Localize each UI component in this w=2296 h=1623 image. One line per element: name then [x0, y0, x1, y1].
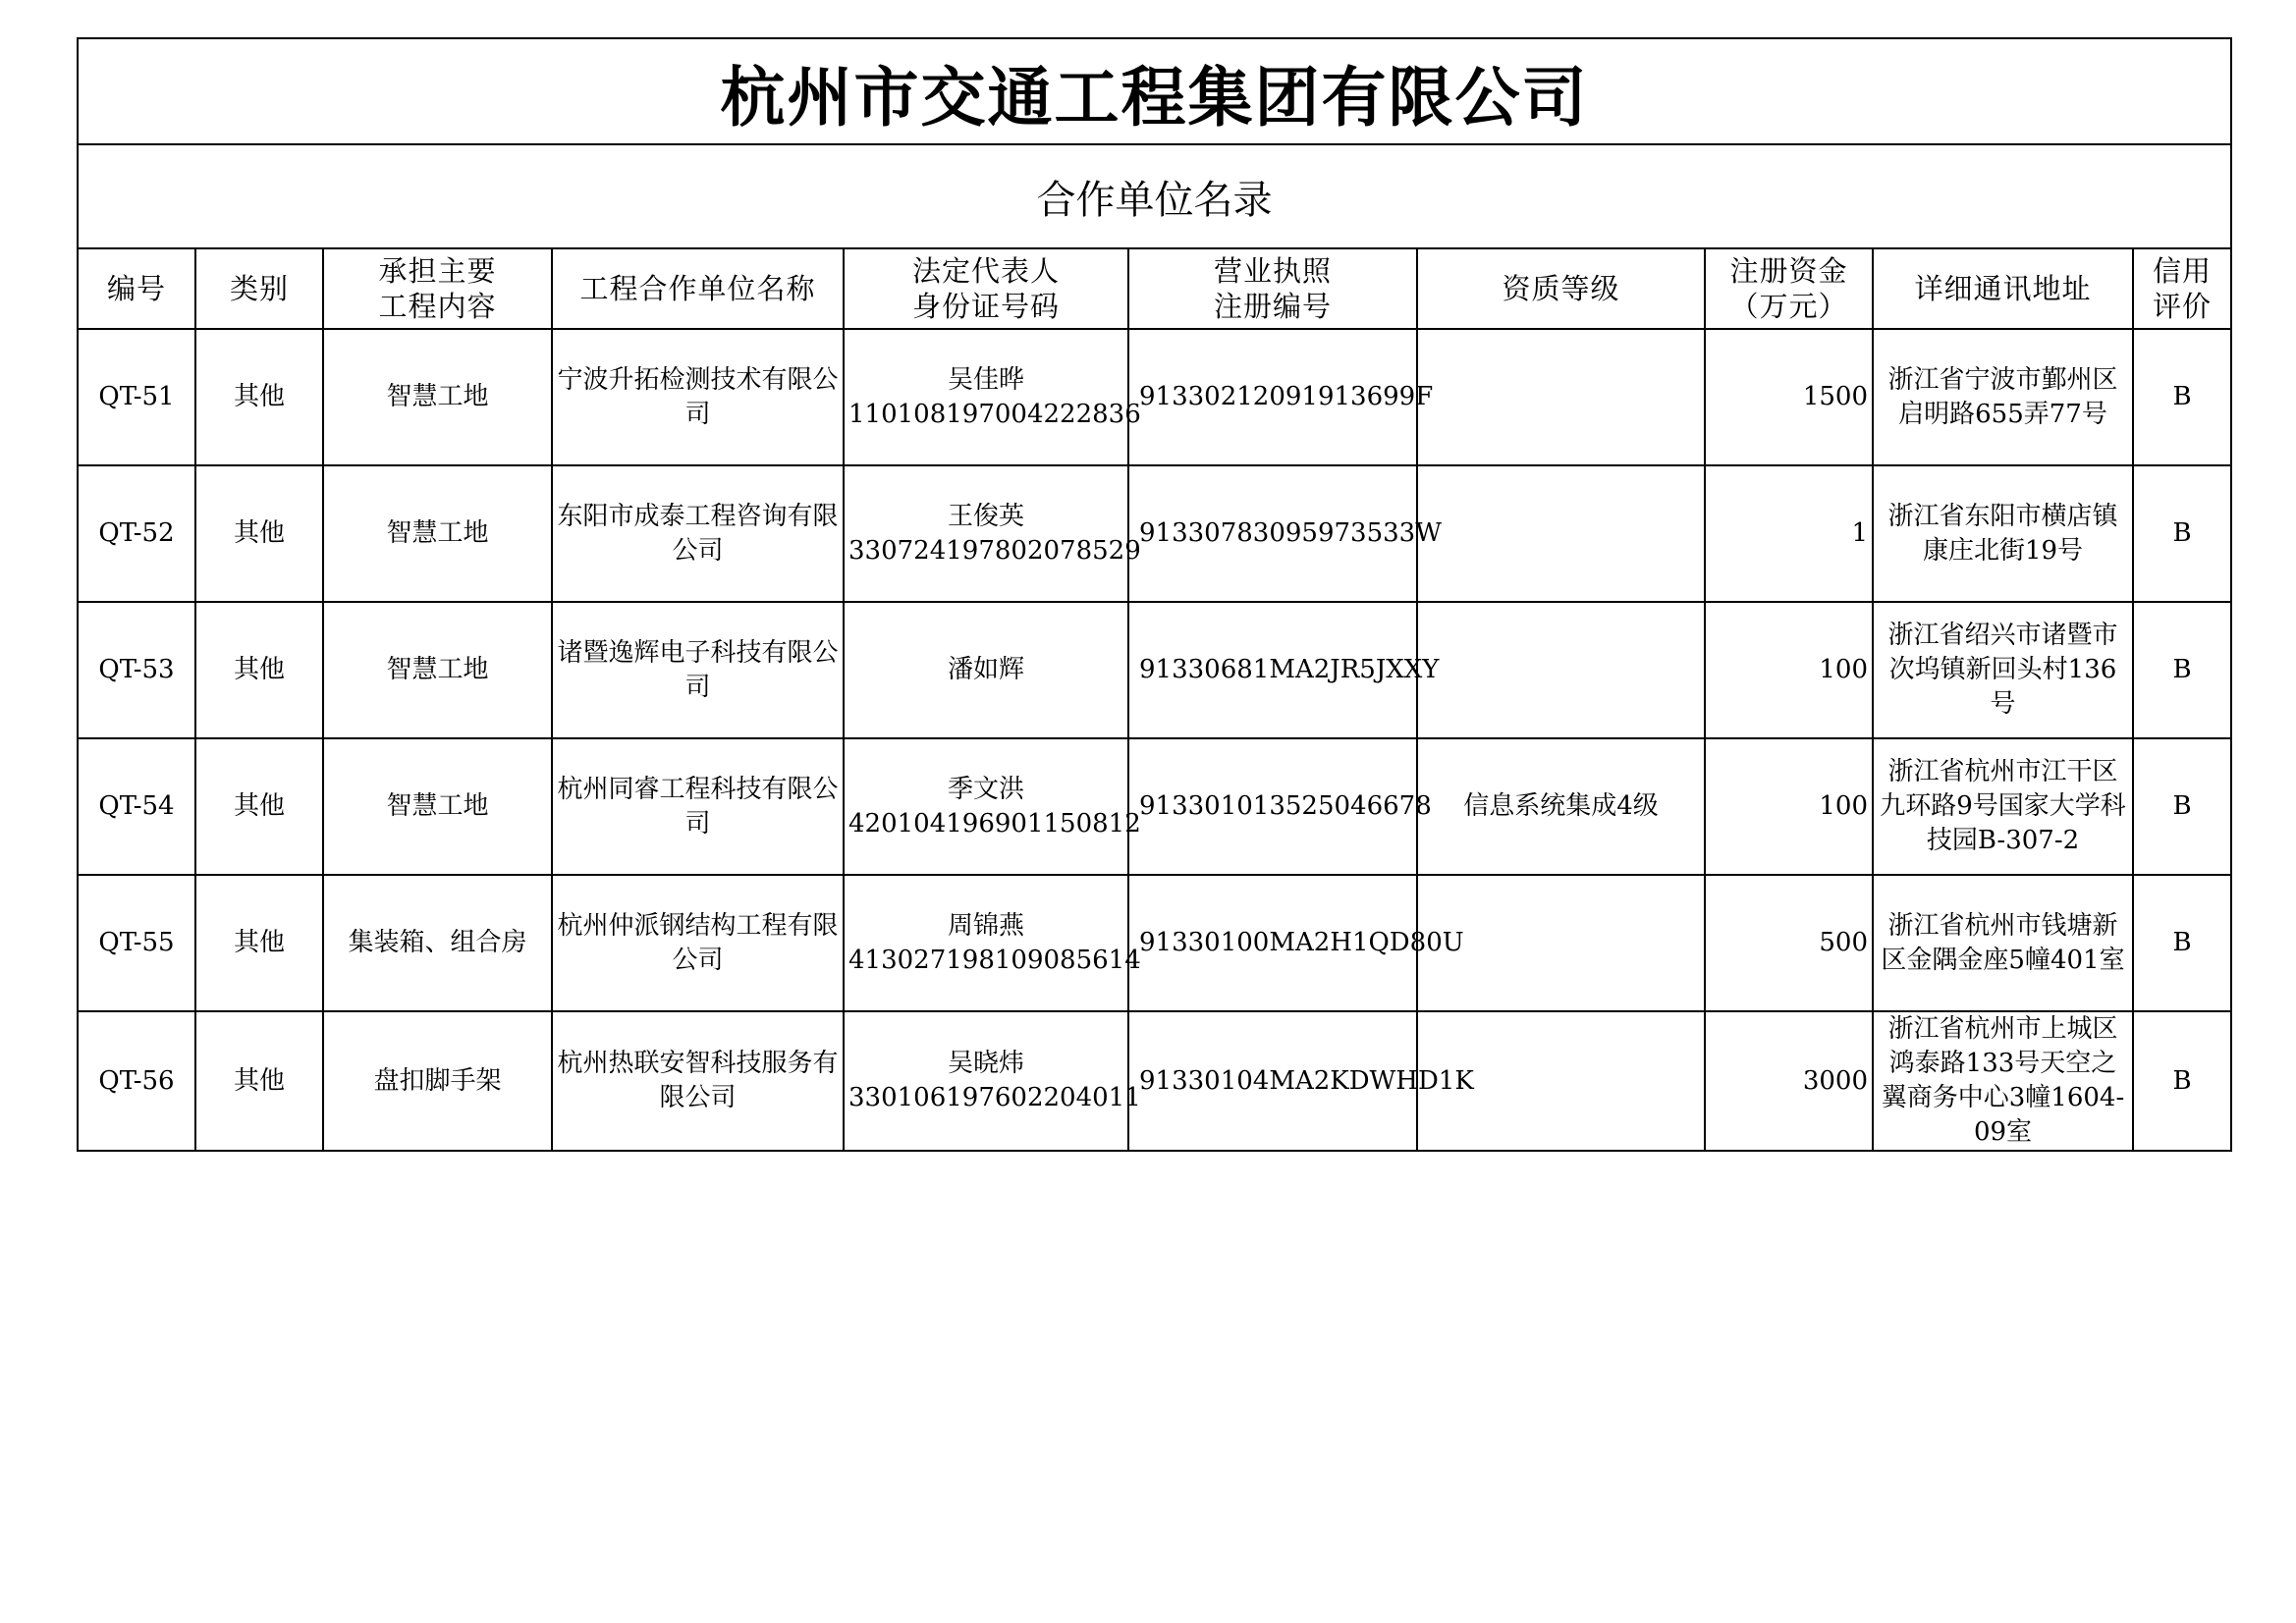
representative-name: 王俊英 [947, 501, 1024, 531]
cell-capital: 1500 [1705, 329, 1873, 465]
cell-scope: 集装箱、组合房 [323, 875, 552, 1011]
cell-address: 浙江省宁波市鄞州区启明路655弄77号 [1873, 329, 2133, 465]
cell-qualification: 信息系统集成4级 [1417, 738, 1705, 875]
cell-qualification [1417, 602, 1705, 738]
cell-company-name: 诸暨逸辉电子科技有限公司 [552, 602, 844, 738]
column-header-line: 身份证号码 [911, 290, 1060, 323]
cell-category: 其他 [195, 465, 323, 602]
cell-id: QT-55 [79, 875, 195, 1011]
cell-company-name: 杭州同睿工程科技有限公司 [552, 738, 844, 875]
cell-capital: 1 [1705, 465, 1873, 602]
cell-id: QT-53 [79, 602, 195, 738]
cell-category: 其他 [195, 875, 323, 1011]
column-header-line: 法定代表人 [911, 254, 1060, 288]
representative-name: 吴佳晔 [947, 364, 1024, 395]
table-row [79, 602, 2230, 738]
cell-representative [844, 465, 1141, 602]
column-header-line: 工程内容 [378, 290, 497, 323]
column-header-name [552, 249, 844, 329]
column-header-capital [1705, 249, 1873, 329]
column-header-line: 资质等级 [1502, 272, 1620, 305]
column-header-line: 详细通讯地址 [1914, 272, 2092, 305]
cell-category: 其他 [195, 329, 323, 465]
cell-company-name: 宁波升拓检测技术有限公司 [552, 329, 844, 465]
column-header-line: 承担主要 [378, 254, 497, 288]
representative-name: 季文洪 [947, 774, 1024, 804]
column-header-rating [2133, 249, 2230, 329]
cell-representative [844, 875, 1141, 1011]
cell-representative [844, 602, 1128, 738]
cell-license: 91330783095973533W [1128, 465, 1417, 602]
cell-scope: 智慧工地 [323, 465, 552, 602]
cell-license: 913301013525046678 [1128, 738, 1417, 875]
cell-qualification [1417, 465, 1705, 602]
cell-category: 其他 [195, 1011, 323, 1150]
column-header-line: 工程合作单位名称 [579, 272, 816, 305]
cell-rating: B [2133, 329, 2230, 465]
representative-name: 潘如辉 [947, 655, 1024, 684]
representative-id-number: 413027198109085614 [848, 945, 1141, 975]
table-row [79, 1011, 2230, 1150]
cell-company-name: 东阳市成泰工程咨询有限公司 [552, 465, 844, 602]
column-header-qualification [1417, 249, 1705, 329]
column-header-line: 营业执照 [1213, 254, 1332, 288]
cell-address: 浙江省杭州市钱塘新区金隅金座5幢401室 [1873, 875, 2133, 1011]
cell-license: 91330100MA2H1QD80U [1128, 875, 1417, 1011]
cell-id: QT-56 [79, 1011, 195, 1150]
table-row [79, 465, 2230, 602]
cell-company-name: 杭州热联安智科技服务有限公司 [552, 1011, 844, 1150]
column-header-address [1873, 249, 2133, 329]
column-header-line: 编号 [106, 272, 166, 305]
document-subtitle: 合作单位名录 [79, 145, 2230, 249]
column-header-line: 信用 [2152, 254, 2212, 288]
cell-address: 浙江省绍兴市诸暨市次坞镇新回头村136号 [1873, 602, 2133, 738]
cell-capital: 3000 [1705, 1011, 1873, 1150]
cell-rating: B [2133, 602, 2230, 738]
column-header-license [1128, 249, 1417, 329]
table-row [79, 738, 2230, 875]
column-header-category [195, 249, 323, 329]
column-header-representative [844, 249, 1128, 329]
cell-capital: 100 [1705, 602, 1873, 738]
cell-category: 其他 [195, 602, 323, 738]
header-row [79, 249, 2230, 329]
column-header-line: 注册资金 [1729, 254, 1848, 288]
cell-representative [844, 329, 1141, 465]
cell-address: 浙江省杭州市上城区鸿泰路133号天空之翼商务中心3幢1604-09室 [1873, 1011, 2133, 1150]
table-row [79, 875, 2230, 1011]
cell-rating: B [2133, 465, 2230, 602]
representative-id-number: 110108197004222836 [848, 399, 1141, 429]
cell-scope: 智慧工地 [323, 329, 552, 465]
cell-rating: B [2133, 875, 2230, 1011]
cell-representative [844, 738, 1141, 875]
column-header-line: 评价 [2152, 290, 2212, 323]
column-header-scope [323, 249, 552, 329]
table-row [79, 329, 2230, 465]
column-header-line: 类别 [229, 272, 289, 305]
partner-table [79, 249, 2230, 1150]
cell-scope: 智慧工地 [323, 602, 552, 738]
cell-representative [844, 1011, 1141, 1150]
company-title: 杭州市交通工程集团有限公司 [79, 39, 2230, 145]
cell-scope: 盘扣脚手架 [323, 1011, 552, 1150]
cell-capital: 500 [1705, 875, 1873, 1011]
representative-id-number: 330724197802078529 [848, 535, 1141, 566]
cell-license: 91330212091913699F [1128, 329, 1417, 465]
column-header-line: （万元） [1729, 290, 1848, 323]
cell-rating: B [2133, 738, 2230, 875]
table-body [79, 329, 2230, 1150]
cell-address: 浙江省杭州市江干区九环路9号国家大学科技园B-307-2 [1873, 738, 2133, 875]
directory-sheet [77, 37, 2232, 1152]
column-header-id [79, 249, 195, 329]
cell-qualification [1417, 329, 1705, 465]
cell-address: 浙江省东阳市横店镇康庄北街19号 [1873, 465, 2133, 602]
cell-company-name: 杭州仲派钢结构工程有限公司 [552, 875, 844, 1011]
cell-id: QT-52 [79, 465, 195, 602]
representative-name: 吴晓炜 [947, 1049, 1024, 1078]
cell-scope: 智慧工地 [323, 738, 552, 875]
cell-id: QT-51 [79, 329, 195, 465]
representative-id-number: 330106197602204011 [848, 1083, 1141, 1112]
cell-id: QT-54 [79, 738, 195, 875]
cell-capital: 100 [1705, 738, 1873, 875]
representative-id-number: 420104196901150812 [848, 808, 1141, 839]
column-header-line: 注册编号 [1213, 290, 1332, 323]
cell-license: 91330104MA2KDWHD1K [1128, 1011, 1417, 1150]
representative-name: 周锦燕 [947, 910, 1024, 941]
cell-license: 91330681MA2JR5JXXY [1128, 602, 1417, 738]
cell-category: 其他 [195, 738, 323, 875]
cell-rating: B [2133, 1011, 2230, 1150]
